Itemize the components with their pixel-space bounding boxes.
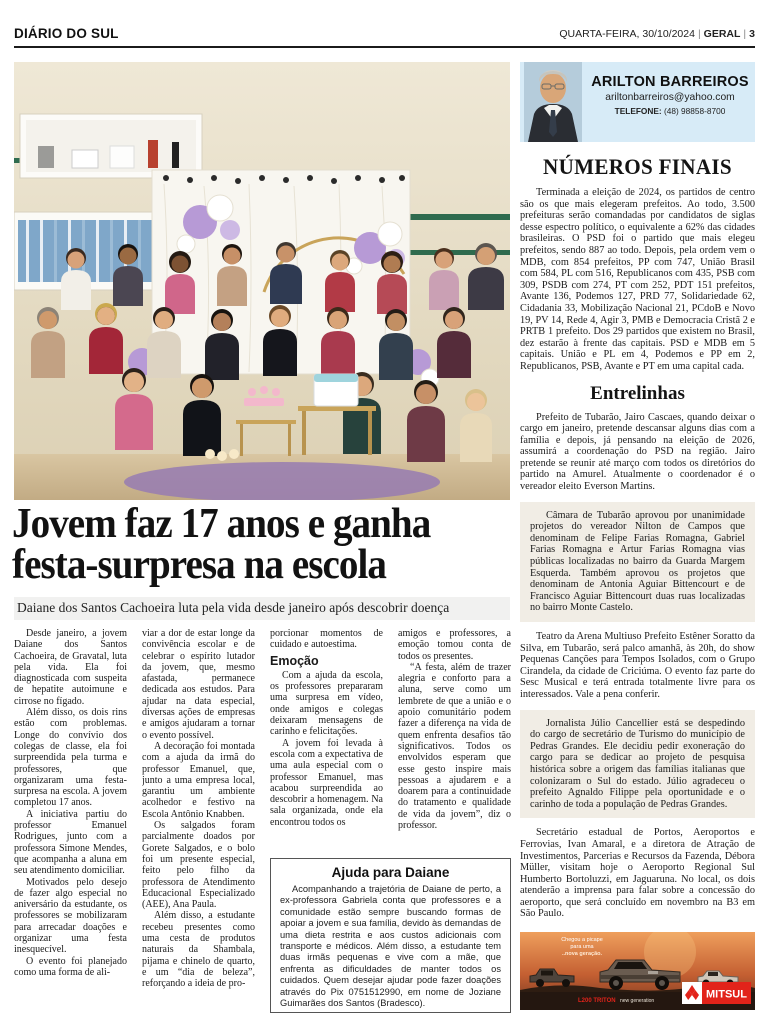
article-paragraph: Motivados pelo desejo de fazer algo especial no aniversário da estudante, os professores se mobilizaram para arrecadar doações e organizar uma festa inesquecível. bbox=[14, 876, 127, 956]
ad-graphic bbox=[520, 932, 755, 1010]
article-paragraph: amigos e professores, a emoção tomou conta de todos os presentes. bbox=[398, 628, 511, 662]
article-deck: Daiane dos Santos Cachoeira luta pela vida desde janeiro após descobrir doença bbox=[14, 597, 510, 620]
article-paragraph: Com a ajuda da escola, os professores prepararam uma surpresa em vídeo, onde amigos e colegas deixaram mensagens de carinho e felicitações. bbox=[270, 669, 383, 738]
article-photo bbox=[14, 62, 510, 500]
article-paragraph: A jovem foi levada à escola com a expectativa de uma aula especial com o professor Emanuel, mas acabou surpreendida ao descobrir a homenagem. Na sala organizada, onde ela encontrou todos os bbox=[270, 737, 383, 828]
article-column-4 bbox=[398, 628, 511, 850]
article-paragraph: A decoração foi montada com a ajuda da irmã do professor Emanuel, que, junto a uma empresa local, garantiu um ambiente acolhedor e festivo na Escola Antônio Knabben. bbox=[142, 740, 255, 820]
article-paragraph: O evento foi planejado como uma forma de ali- bbox=[14, 955, 127, 978]
article-subhead-emocao: Emoção bbox=[270, 653, 319, 668]
article-column-3 bbox=[270, 628, 383, 850]
numeros-finais-body: Terminada a eleição de 2024, os partidos de centro são os que mais elegeram prefeitos. Ao todo, 3.500 prefeituras serão comandadas por candidatos de siglas desse espectro político, o equivalente a 62% das cidades brasileiras. O PSD foi o partido que mais elegeu prefeitos, sendo 887 ao todo. Depois, pela ordem vem o MDB, com 854 prefeitos, PP com 747, União Brasil com 584, PL com 516, Republicanos com 435, PSB com 309, PSDB com 274, PT com 252, PDT 151 prefeitos, Avante 136, Podemos 127, PRD 77, Solidariedade 62, Cidadania 33, Mobilização Nacional 21, PCdoB e Novo 19, PV 14, Rede 4, Agir 3, PMB e Democracia Cristã 2 e PRTB 1 prefeito. Dos 29 partidos que existem no Brasil, dez estarão à frente das capitais. PSD e MDB em 5 capitais. União e PL em 4, Podemos e PP em 2, Republicanos, PSB, Avante e PT em uma capital cada. bbox=[520, 187, 755, 372]
article-headline: Jovem faz 17 anos e ganha festa-surpresa na escola bbox=[12, 501, 431, 589]
entrelinhas-item-highlighted bbox=[520, 502, 755, 622]
columnist-phone bbox=[590, 106, 750, 116]
masthead-separator: | bbox=[743, 28, 747, 40]
phone-label: TELEFONE: bbox=[614, 106, 662, 116]
people-back-row bbox=[61, 242, 504, 314]
help-box bbox=[270, 858, 511, 1013]
columnist-photo bbox=[524, 62, 582, 142]
columnist-card bbox=[520, 62, 755, 142]
article-paragraph: porcionar momentos de cuidado e autoestima. bbox=[270, 628, 383, 651]
phone-number: (48) 98858-8700 bbox=[661, 106, 726, 116]
article-paragraph: Além disso, os dois rins estão com problemas. Longe do convívio dos colegas de classe, ela foi surpreendida pela turma e professores, que organizaram uma festa-surpresa na escola. A jovem completou 17 anos. bbox=[14, 707, 127, 809]
masthead-rule bbox=[14, 46, 755, 48]
article-column-1 bbox=[14, 628, 127, 1020]
section-title-entrelinhas: Entrelinhas bbox=[590, 382, 685, 404]
ad-tagline-line2: para uma bbox=[570, 944, 594, 950]
article-paragraph: “A festa, além de trazer alegria e conforto para a aluna, serve como um lembrete de que a união e o apoio comunitário podem fazer a diferença na vida de quem enfrenta desafios tão significativos. Todos os envolvidos esperam que esse gesto inspire mais pessoas a ajudarem e a doarem para a continuidade do tratamento e qualidade de vida da jovem”, diz o professor. bbox=[398, 661, 511, 832]
ad-model-sub: new generation bbox=[620, 998, 655, 1004]
entrelinhas-item: Teatro da Arena Multiuso Prefeito Estêner Soratto da Silva, em Tubarão, será palco amanhã, às 20h, do show Pequenas Canções para Tempos Isolados, com o Grupo Cirandela, da cidade de Criciúma. O evento faz parte do Sesc Musical e terá entrada totalmente livre para os interessados. Vale a pena conferir. bbox=[520, 631, 755, 700]
help-box-title: Ajuda para Daiane bbox=[331, 865, 450, 880]
group-party-photo bbox=[14, 62, 510, 500]
masthead-page-number: 3 bbox=[749, 28, 755, 40]
masthead-section: GERAL bbox=[703, 28, 741, 40]
columnist-name: ARILTON BARREIROS bbox=[591, 74, 749, 90]
section-title-numeros-finais: NÚMEROS FINAIS bbox=[543, 154, 732, 179]
columnist-email: ariltonbarreiros@yahoo.com bbox=[605, 92, 735, 103]
entrelinhas-item: Secretário estadual de Portos, Aeroportos e Ferrovias, Ivan Amaral, e a diretora de Atração de Investimentos, Parcerias e Recursos da Fazenda, Débora Müller, visitam hoje o Aeroporto Regional Sul Humberto Bortoluzzi, em Jaguaruna. No local, os dois atenderão a imprensa para falar sobre a concessão do aeroporto, que será concluído em novembro na B3 em São Paulo. bbox=[520, 827, 755, 920]
article-paragraph: Desde janeiro, a jovem Daiane dos Santos Cachoeira, de Gravatal, luta pela vida. Ela foi diagnosticada com suspeita de hepatite autoimune e cirrose no fígado. bbox=[14, 628, 127, 707]
article-paragraph: A iniciativa partiu do professor Emanuel Rodrigues, junto com a professora Simone Mendes, que acompanha a aluna em seu atendimento domiciliar. bbox=[14, 808, 127, 877]
article-paragraph: Os salgados foram parcialmente doados por Gorete Salgados, e o bolo foi um presente especial, feito pelo filho da professora de Atendimento Educacional Especializado (AEE), Ana Paula. bbox=[142, 820, 255, 911]
ad-tagline-line3: ..nova geração. bbox=[561, 951, 603, 957]
ad-tagline-line1: Chegou a picape bbox=[561, 937, 603, 943]
ad-brand-name: MITSUL bbox=[706, 988, 747, 1001]
entrelinhas-item-highlighted bbox=[520, 710, 755, 819]
entrelinhas-item-text: Jornalista Júlio Cancellier está se despedindo do cargo de secretário de Turismo do município de Pedras Grandes. Ele decidiu pedir exoneração do cargo para se dedicar ao projeto de pesquisa histórica sobre a origem das famílias italianas que colonizaram o Sul do estado. Júlio agradeceu o prefeito Agnaldo Filippe pela oportunidade e o carinho de toda a população de Pedras Grandes. bbox=[530, 717, 745, 810]
article-column-2 bbox=[142, 628, 255, 1020]
mitsul-logo bbox=[682, 982, 751, 1004]
masthead-date: QUARTA-FEIRA, 30/10/2024 bbox=[559, 28, 695, 40]
entrelinhas-item: Prefeito de Tubarão, Jairo Cascaes, quando deixar o cargo em janeiro, pretende descansar alguns dias com a família e depois, já pensando na eleição de 2026, assumirá a coordenação do PSD na região. Jairo pretende se reunir até março com todos os diretórios do partido na Amurel. Atualmente o coordenador é o vereador eleito Everson Martins. bbox=[520, 411, 755, 493]
ad-model-name: L200 TRITON bbox=[578, 998, 616, 1004]
masthead-separator: | bbox=[697, 28, 701, 40]
newspaper-brand: DIÁRIO DO SUL bbox=[14, 26, 119, 41]
article-paragraph: viar a dor de estar longe da convivência escolar e de celebrar o espírito lutador da jovem, que, mesmo afastada, permanece dedicada aos estudos. Para ajudar na data especial, diversas ações de empresas e amigos ajudaram a tornar o evento possível. bbox=[142, 628, 255, 741]
entrelinhas-item-text: Câmara de Tubarão aprovou por unanimidade projetos do vereador Nilton de Campos que denominam de Felipe Farias Romagna, Gabriel Farias Romagna e Artur Farias Romagna vias públicas localizadas no bairro da Guarda Margem Esquerda. Também aprovou os projetos que denominam de Antonia Aguiar Bittencourt e de Francisco Aguiar Bittencourt duas ruas localizadas no bairro Monte Castelo. bbox=[530, 509, 745, 614]
columnist-info bbox=[590, 74, 750, 116]
masthead-dateline bbox=[559, 28, 755, 40]
article-paragraph: Além disso, a estudante recebeu presentes como uma cesta de produtos naturais da Shambala, pijama e chinelo de quarto, e um “dia de beleza”, reforçando a ideia de pro- bbox=[142, 910, 255, 990]
sidebar-column bbox=[520, 62, 755, 930]
face bbox=[540, 73, 566, 103]
advertisement-mitsul bbox=[520, 932, 755, 1010]
help-box-body: Acompanhando a trajetória de Daiane de perto, a ex-professora Gabriela conta que professores e a comunidade estão sempre buscando formas de apoiar a jovem e sua família, devido às demandas de uma dieta restrita e aos custos adicionais com transporte e médicos. Além disso, a estudante tem duas irmãs pequenas e vive com a mãe, que enfrenta as dificuldades de manter todos os cuidados. Quem desejar ajudar pode fazer doações através do Pix 0751512990, em nome de Joziane Guimarães dos Santos (Bradesco). bbox=[280, 884, 501, 1009]
